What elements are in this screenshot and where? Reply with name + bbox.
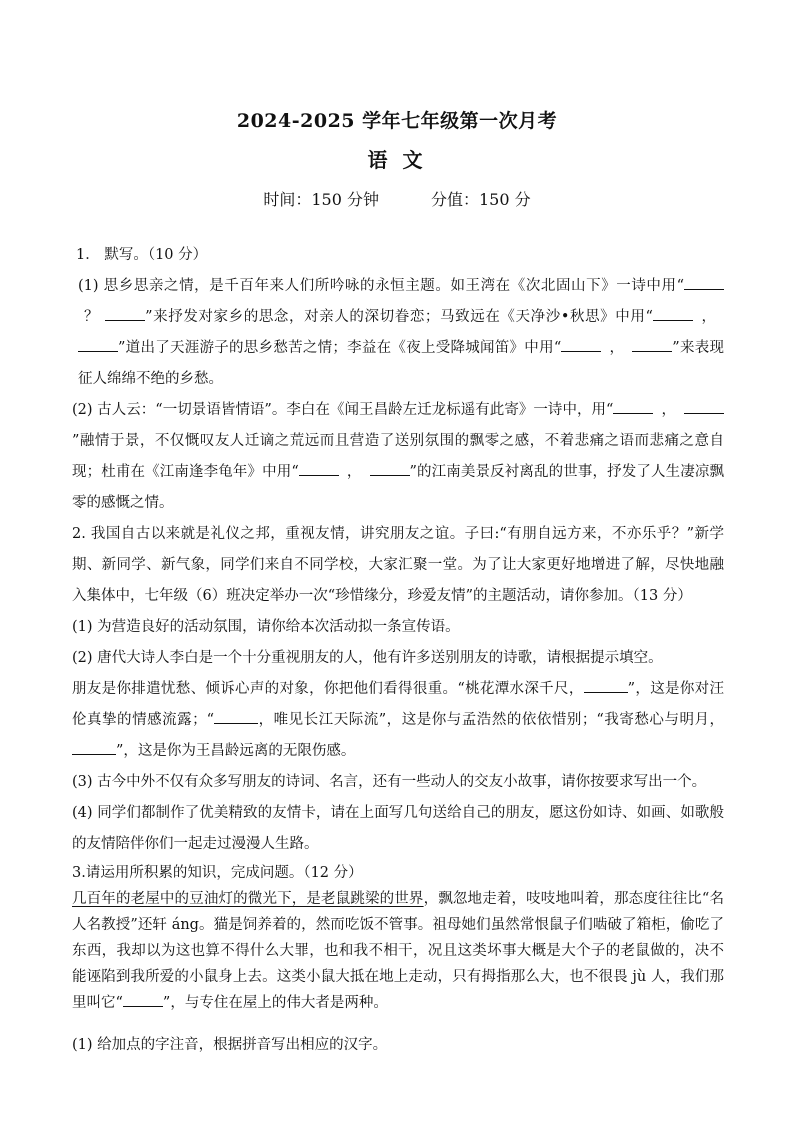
- q2-sub4: (4) 同学们都制作了优美精致的友情卡，请在上面写几句送给自己的朋友，愿这份如诗、如画、如歌般的友情陪伴你们一起走过漫漫人生路。: [72, 805, 724, 852]
- answer-blank[interactable]: [653, 306, 693, 321]
- answer-blank[interactable]: [214, 709, 258, 724]
- answer-blank[interactable]: [632, 337, 672, 352]
- answer-blank[interactable]: [72, 740, 116, 755]
- q2-sub3: (3) 古今中外不仅有众多写朋友的诗词、名言，还有一些动人的交友小故事，请你按要求写出一个。: [72, 774, 707, 790]
- answer-blank[interactable]: [78, 337, 118, 352]
- answer-blank[interactable]: [613, 399, 653, 414]
- q3-heading: 3.请运用所积累的知识，完成问题。（12 分）: [72, 865, 363, 881]
- q3-sub1: (1) 给加点的字注音，根据拼音写出相应的汉字。: [72, 1037, 388, 1053]
- q1-heading: 1． 默写。（10 分）: [76, 247, 208, 263]
- answer-blank[interactable]: [584, 678, 628, 693]
- exam-score: 分值：150 分: [431, 190, 531, 209]
- answer-blank[interactable]: [105, 306, 145, 321]
- exam-title: 2024-2025 学年七年级第一次月考: [236, 110, 558, 132]
- q2-sub2-passage: 朋友是你排遣忧愁、倾诉心声的对象，你把他们看得很重。“桃花潭水深千尺， ”，这是你对汪伦真挚的情感流露；“ ，唯见长江天际流”，这是你与孟浩然的依依惜别；“我寄愁心与明月，”，这是你为王昌龄远离的无限伤感。: [72, 674, 724, 767]
- answer-blank[interactable]: [370, 461, 410, 476]
- subject-title: 语 文: [367, 148, 427, 172]
- exam-body: [72, 240, 724, 1061]
- underlined-sentence: 几百年的老屋中的豆油灯的微光下，是老鼠跳梁的世界: [72, 891, 424, 907]
- q1-part1: (1) 思乡思亲之情，是千百年来人们所吟咏的永恒主题。如王湾在《次北固山下》一诗中用“？ ”来抒发对家乡的思念，对亲人的深切眷恋；马致远在《天净沙•秋思》中用“ ，”道出了天涯游子的思乡愁苦之情；李益在《夜上受降城闻笛》中用“ ， ”来表现征人绵绵不绝的乡愁。: [72, 271, 724, 395]
- answer-blank[interactable]: [561, 337, 601, 352]
- exam-time: 时间：150 分钟: [263, 190, 379, 209]
- q2-sub2: (2) 唐代大诗人李白是一个十分重视朋友的人，他有许多送别朋友的诗歌，请根据提示填空。: [72, 650, 663, 666]
- q2-sub1: (1) 为营造良好的活动氛围，请你给本次活动拟一条宣传语。: [72, 619, 460, 635]
- q2-intro: 2. 我国自古以来就是礼仪之邦，重视友情，讲究朋友之谊。子曰:“有朋自远方来，不亦乐乎？”新学期、新同学、新气象，同学们来自不同学校，大家汇聚一堂。为了让大家更好地增进了解，尽快地融入集体中，七年级（6）班决定举办一次“珍惜缘分，珍爱友情”的主题活动，请你参加。（13 分）: [72, 526, 724, 604]
- answer-blank[interactable]: [684, 275, 724, 290]
- answer-blank[interactable]: [684, 399, 724, 414]
- answer-blank[interactable]: [123, 992, 163, 1007]
- exam-meta: [0, 187, 794, 210]
- q3-passage: 几百年的老屋中的豆油灯的微光下，是老鼠跳梁的世界，飘忽地走着，吱吱地叫着，那态度往往比“名人名教授”还轩 áng。猫是饲养着的，然而吃饭不管事。祖母她们虽然常恨鼠子们啮破了箱柜，偷吃了东西，我却以为这也算不得什么大罪，也和我不相干，况且这类坏事大概是大个子的老鼠做的，决不能诬陷到我所爱的小鼠身上去。这类小鼠大抵在地上走动，只有拇指那么大，也不很畏 jù 人，我们那里叫它“ ”，与专住在屋上的伟大者是两种。: [72, 891, 724, 1011]
- q1-part2: (2) 古人云：“一切景语皆情语”。李白在《闻王昌龄左迁龙标遥有此寄》一诗中，用“ ，”融情于景，不仅慨叹友人迁谪之荒远而且营造了送别氛围的飘零之感，不着悲痛之语而悲痛之意自现；杜甫在《江南逢李龟年》中用“ ， ”的江南美景反衬离乱的世事，抒发了人生凄凉飘零的感慨之情。: [72, 395, 724, 519]
- answer-blank[interactable]: [299, 461, 339, 476]
